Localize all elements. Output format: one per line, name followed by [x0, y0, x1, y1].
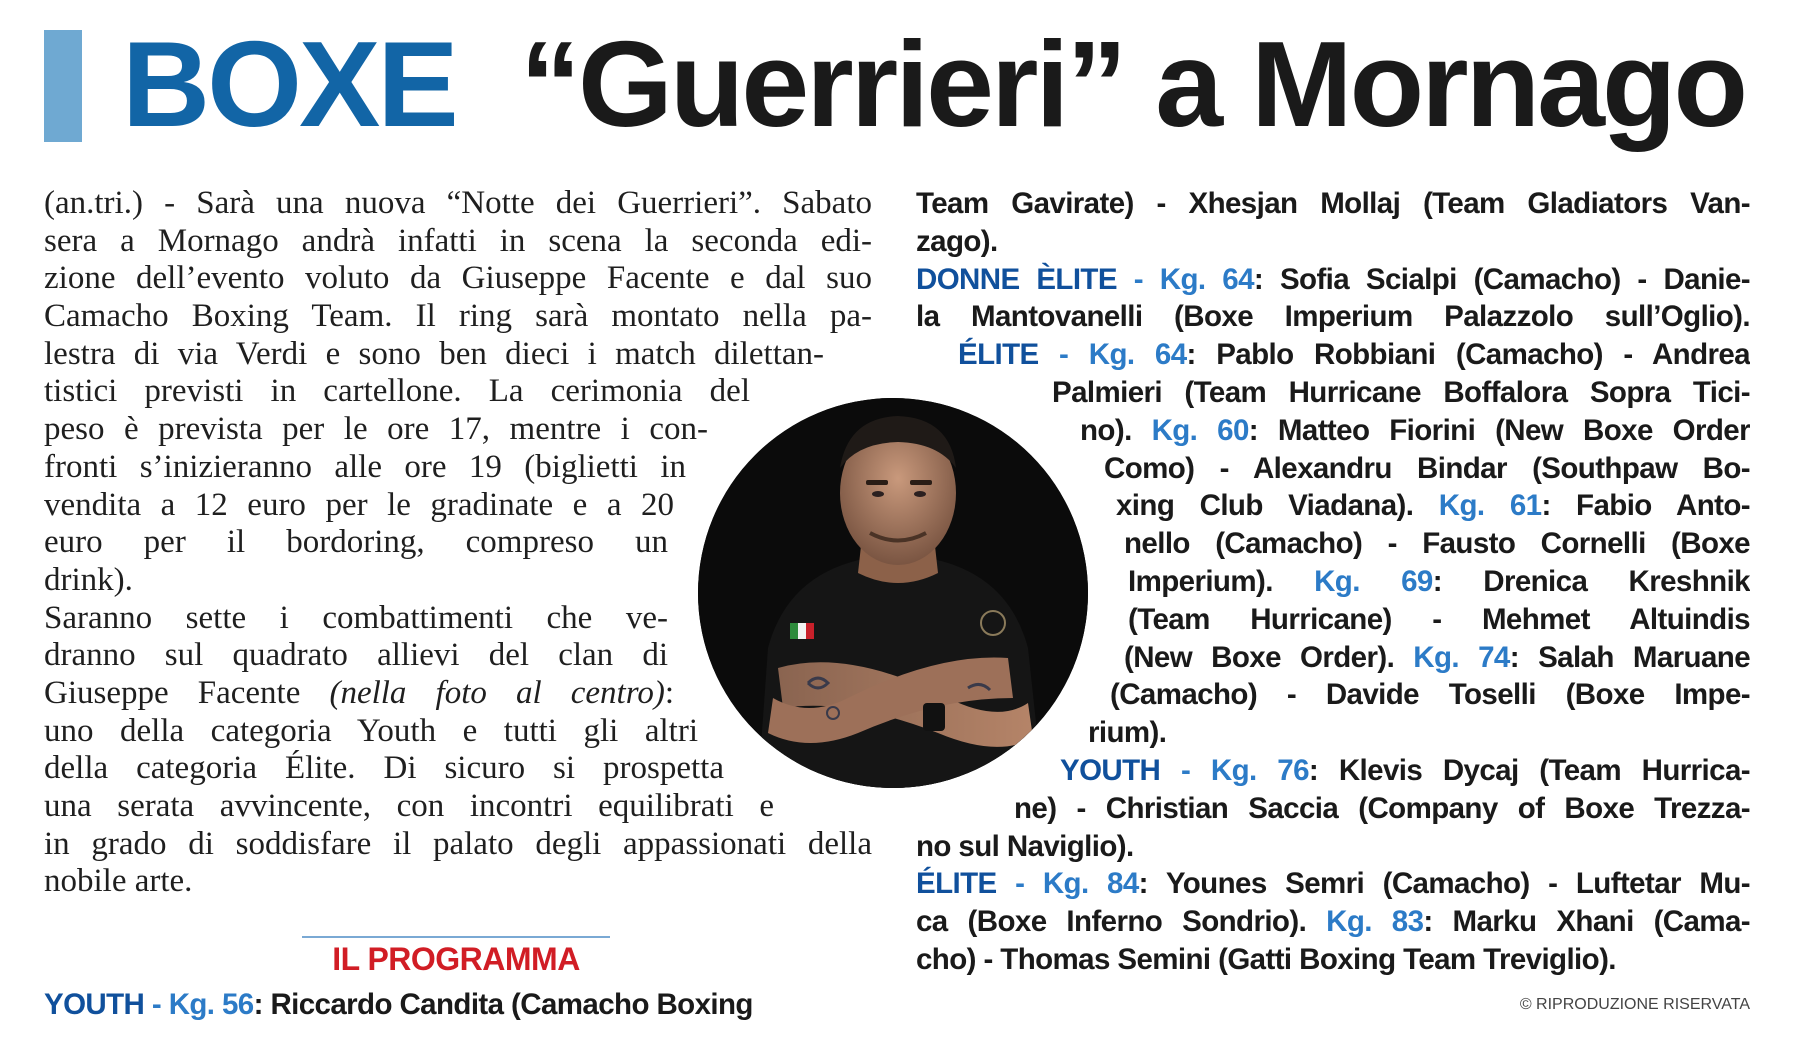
bout-line: Como) - Alexandru Bindar (Southpaw Bo-: [1104, 451, 1750, 485]
bout-line-donne-elite: [916, 261, 1750, 299]
weight-class: Kg. 56: [168, 988, 254, 1021]
bout-text: xing Club Viadana).: [1116, 489, 1439, 523]
body-line: zione dell’evento voluto da Giuseppe Facente e dal suo: [44, 260, 872, 297]
bout-text: : Drenica Kreshnik: [1432, 564, 1750, 598]
body-line: fronti s’inizieranno alle ore 19 (biglietti in: [44, 448, 686, 485]
bout-text: (New Boxe Order).: [1124, 640, 1414, 674]
category-label: DONNE ÈLITE: [916, 262, 1117, 296]
bout-text: : Marku Xhani (Cama-: [1423, 905, 1750, 939]
bout-line: (Team Hurricane) - Mehmet Altuindis: [1128, 602, 1750, 636]
body-line-with-photo-ref: [44, 675, 674, 713]
body-line: tistici previsti in cartellone. La cerimonia del: [44, 373, 750, 410]
bout-line: nello (Camacho) - Fausto Cornelli (Boxe: [1124, 527, 1750, 561]
bout-line-youth: [1060, 752, 1750, 790]
bout-text: : Riccardo Candita (Camacho Boxing: [253, 988, 753, 1021]
bout-text: no).: [1080, 413, 1152, 447]
body-line: nobile arte.: [44, 863, 193, 900]
weight-class: Kg. 84: [1042, 867, 1139, 901]
category-label: ÉLITE: [916, 867, 997, 901]
bout-text: : Salah Maruane: [1509, 640, 1750, 674]
bout-text: : Matteo Fiorini (New Boxe Order: [1248, 413, 1750, 447]
bout-line-elite: [958, 336, 1750, 374]
bout-text: : Fabio Anto-: [1541, 489, 1750, 523]
body-line: (an.tri.) - Sarà una nuova “Notte dei Guerrieri”. Sabato: [44, 185, 872, 221]
body-line: una serata avvincente, con incontri equilibrati e: [44, 788, 774, 824]
programma-youth-56: [44, 986, 884, 1024]
bout-line: [916, 903, 1750, 941]
body-text: Giuseppe Facente: [44, 674, 330, 711]
body-line: sera a Mornago andrà infatti in scena la seconda edi-: [44, 222, 872, 259]
body-line: dranno sul quadrato allievi del clan di: [44, 637, 668, 674]
boxer-illustration: [698, 398, 1088, 788]
dash-separator: -: [1160, 753, 1211, 787]
copyright-notice: © RIPRODUZIONE RISERVATA: [1519, 996, 1750, 1013]
body-text: :: [664, 674, 674, 711]
body-line: vendita a 12 euro per le gradinate e a 20: [44, 486, 674, 523]
weight-class: Kg. 61: [1438, 489, 1542, 523]
category-label: YOUTH: [44, 988, 145, 1021]
body-line: in grado di soddisfare il palato degli appassionati della: [44, 825, 872, 862]
bout-line: [1080, 412, 1750, 450]
bout-line: ne) - Christian Saccia (Company of Boxe Trezza-: [1014, 791, 1750, 825]
dash-separator: -: [1116, 262, 1160, 296]
bout-line: zago).: [916, 224, 998, 258]
body-line: Camacho Boxing Team. Il ring sarà montato nella pa-: [44, 298, 872, 335]
category-label: YOUTH: [1060, 753, 1161, 787]
weight-class: Kg. 64: [1088, 338, 1187, 372]
bout-line: [1128, 563, 1750, 601]
body-line: uno della categoria Youth e tutti gli altri: [44, 712, 698, 749]
dash-separator: -: [1038, 338, 1089, 372]
bout-line-elite: [916, 865, 1750, 903]
bout-line: rium).: [1088, 716, 1167, 750]
section-kicker: BOXE: [122, 16, 456, 152]
bout-line: Palmieri (Team Hurricane Boffalora Sopra Tici-: [1052, 375, 1750, 409]
dash-separator: -: [144, 988, 169, 1021]
body-line: Saranno sette i combattimenti che ve-: [44, 599, 668, 636]
bout-line: (Camacho) - Davide Toselli (Boxe Impe-: [1110, 678, 1750, 712]
bout-text: : Klevis Dycaj (Team Hurrica-: [1308, 753, 1750, 787]
category-label: ÉLITE: [958, 338, 1039, 372]
body-line: lestra di via Verdi e sono ben dieci i match dilettan-: [44, 335, 824, 372]
bout-text: Imperium).: [1128, 564, 1315, 598]
bout-line: la Mantovanelli (Boxe Imperium Palazzolo sull’Oglio).: [916, 300, 1750, 334]
bout-text: : Pablo Robbiani (Camacho) - Andrea: [1186, 338, 1750, 372]
programma-heading: IL PROGRAMMA: [302, 936, 610, 978]
bout-line: [1116, 487, 1750, 525]
weight-class: Kg. 60: [1151, 413, 1249, 447]
photo-reference: (nella foto al centro): [329, 674, 665, 711]
weight-class: Kg. 64: [1159, 262, 1254, 296]
weight-class: Kg. 74: [1413, 640, 1510, 674]
bout-text: : Sofia Scialpi (Camacho) - Danie-: [1253, 262, 1750, 296]
bout-text: : Younes Semri (Camacho) - Luftetar Mu-: [1138, 867, 1750, 901]
bout-line: [1124, 639, 1750, 677]
bout-line: Team Gavirate) - Xhesjan Mollaj (Team Gladiators Van-: [916, 187, 1750, 220]
body-line: peso è prevista per le ore 17, mentre i con-: [44, 411, 708, 448]
weight-class: Kg. 83: [1326, 905, 1424, 939]
bout-line: no sul Naviglio).: [916, 829, 1134, 863]
bout-line: cho) - Thomas Semini (Gatti Boxing Team Treviglio).: [916, 942, 1616, 976]
body-line: euro per il bordoring, compreso un: [44, 524, 668, 561]
bout-text: ca (Boxe Inferno Sondrio).: [916, 905, 1327, 939]
article-headline: “Guerrieri” a Mornago: [520, 16, 1746, 152]
section-accent-bar: [44, 30, 82, 142]
dash-separator: -: [996, 867, 1043, 901]
boxer-photo: [698, 398, 1088, 788]
body-line: della categoria Élite. Di sicuro si prospetta: [44, 750, 724, 787]
body-line: drink).: [44, 561, 133, 598]
weight-class: Kg. 76: [1210, 753, 1309, 787]
weight-class: Kg. 69: [1314, 564, 1433, 598]
